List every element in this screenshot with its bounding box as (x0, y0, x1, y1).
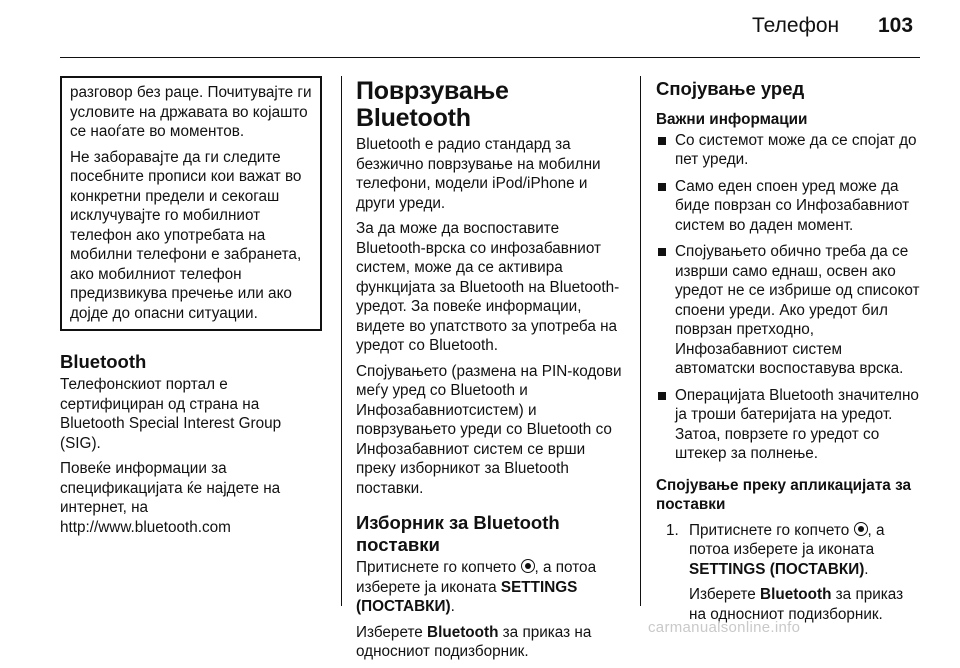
list-item: Само еден споен уред може да биде поврзан со Инфозабавниот систем во даден момент. (656, 177, 924, 236)
info-heading: Важни информации (656, 111, 808, 128)
bullet-square-icon (658, 137, 666, 145)
page-header-title: Телефон (752, 14, 840, 37)
warning-box (60, 76, 322, 331)
step-item (666, 521, 924, 580)
column-divider (640, 76, 641, 606)
paragraph: Повеќе информации за спецификацијата ќе најдете на интернет, на (60, 460, 281, 516)
warning-paragraph: Не заборавајте да ги следите посебните прописи кои важат во конкретни предели и секогаш исклучувајте го мобилниот телефон ако употребата на мобилни телефони е забранета, ако мобилниот телефон предизвикува пречење или ако дојде до опасни ситуации. (70, 148, 302, 322)
list-item: Со системот може да се спојат до пет уреди. (656, 131, 924, 170)
section-heading: Спојување уред (656, 78, 805, 99)
column-divider (341, 76, 342, 606)
paragraph: Телефонскиот портал е сертифициран од страна на Bluetooth Special Interest Group (SIG). (60, 376, 282, 452)
warning-paragraph: разговор без раце. Почитувајте ги условите на државата во којашто се наоѓате во моментов. (70, 84, 312, 140)
app-pairing-heading: Спојување преку апликацијата за поставки (656, 476, 911, 513)
paragraph (356, 558, 628, 617)
text: Притиснете го копчето (356, 559, 517, 576)
paragraph (356, 623, 628, 662)
text: . (864, 560, 869, 578)
gear-icon (521, 559, 535, 573)
bluetooth-label: Bluetooth (427, 623, 499, 641)
watermark: carmanualsonline.info (648, 619, 801, 636)
text: . (450, 598, 455, 615)
column-3 (656, 78, 924, 630)
sub-heading: Изборник за Bluetooth поставки (356, 512, 560, 555)
settings-label: SETTINGS (ПОСТАВКИ) (356, 578, 578, 615)
section-heading: Поврзување Bluetooth (356, 77, 509, 132)
paragraph: За да може да воспоставите Bluetooth-врска со инфозабавниот систем, може да се активира функцијата за Bluetooth на Bluetooth-уредот. За повеќе информации, видете во упатството за употреба на уредот со Bluetooth. (356, 220, 620, 354)
settings-label: SETTINGS (ПОСТАВКИ) (689, 560, 865, 578)
text: , а потоа изберете ја иконата (356, 559, 597, 596)
text: за приказ на односниот подизборник. (689, 586, 904, 623)
bluetooth-url-link[interactable]: http://www.bluetooth.com (60, 518, 231, 536)
bullet-square-icon (658, 392, 666, 400)
list-item: Спојувањето обично треба да се изврши само еднаш, освен ако уредот не се избрише од списокот споени уреди. Ако уредот бил поврзан претходно, Инфозабавниот систем автоматски воспоставува врска. (656, 242, 924, 379)
text: Изберете (689, 586, 756, 603)
column-1 (60, 78, 322, 543)
bluetooth-label: Bluetooth (760, 586, 832, 603)
text: за приказ на односниот подизборник. (356, 623, 592, 660)
header-rule (60, 57, 920, 58)
list-item: Операцијата Bluetooth значително ја троши батеријата на уредот. Затоа, поврзете го уредот со штекер за полнење. (656, 386, 924, 464)
gear-icon (854, 522, 868, 536)
text: , а потоа изберете ја иконата (689, 521, 885, 558)
text: Притиснете го копчето (689, 521, 850, 539)
bluetooth-heading: Bluetooth (60, 351, 147, 372)
column-2 (356, 78, 628, 668)
page-number: 103 (878, 14, 914, 37)
bullet-square-icon (658, 183, 666, 191)
paragraph: Bluetooth е радио стандард за безжично поврзување на мобилни телефони, модели iPod/iPhone и други уреди. (356, 136, 601, 212)
text: Изберете (356, 623, 423, 641)
paragraph: Спојувањето (размена на PIN-кодови меѓу уред со Bluetooth и Инфозабавниотсистем) и поврзувањето уреди со Bluetooth со Инфозабавниот систем се врши преку изборникот за Bluetooth поставки. (356, 362, 622, 497)
step-number: 1. (666, 521, 679, 539)
bullet-square-icon (658, 248, 666, 256)
